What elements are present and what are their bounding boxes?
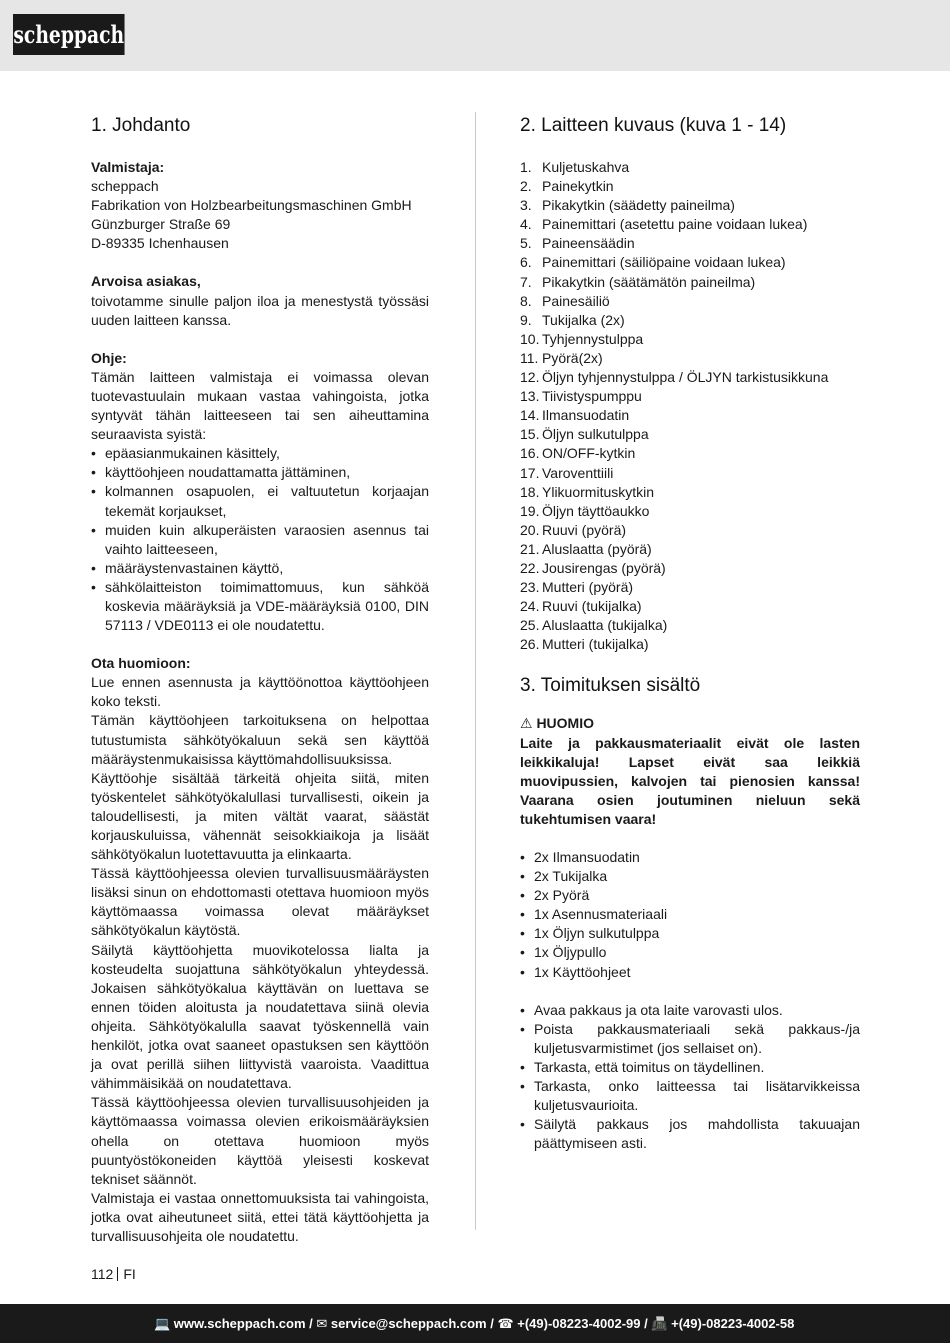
- attention-paragraph: Säilytä käyttöohjetta muovikotelossa lialta ja kosteudelta suojattuna sähkötyökalun yhteydessä. Jokaisen sähkötyökalua käyttävän on luettava se ennen töiden aloitusta ja noudatettava siinä olevia ohjeita. Sähkötyökalulla saavat työskennellä vain henkilöt, jotka ovat saaneet opastuksen sen käyttöön ja ovat perillä siihen liittyvistä vaaroista. Vaadittua vähimmäisikää on noudatettava.: [91, 941, 429, 1092]
- contact-info: 💻 www.scheppach.com / ✉ service@scheppach.com / ☎ +(49)-08223-4002-99 / 📠 +(49)-08223-4002-58: [154, 1316, 795, 1331]
- list-item: • 2x Pyörä: [520, 886, 860, 905]
- parts-list-item: [520, 196, 860, 215]
- list-item: • 2x Tukijalka: [520, 867, 860, 886]
- dear-customer-label: Arvoisa asiakas,: [91, 273, 201, 290]
- part-number: 8.: [520, 292, 532, 309]
- list-item: • epäasianmukainen käsittely,: [91, 444, 429, 463]
- part-number: 10.: [520, 330, 540, 347]
- list-item: • Säilytä pakkaus jos mahdollista takuuajan päättymiseen asti.: [520, 1115, 860, 1153]
- parts-list-item: [520, 464, 860, 483]
- part-name: Ruuvi (pyörä): [542, 521, 627, 538]
- part-number: 22.: [520, 559, 540, 576]
- parts-list-item: [520, 311, 860, 330]
- part-name: ON/OFF-kytkin: [542, 445, 636, 462]
- list-item: • määräystenvastainen käyttö,: [91, 559, 429, 578]
- part-number: 17.: [520, 464, 540, 481]
- attention-paragraph: Lue ennen asennusta ja käyttöönottoa käyttöohjeen koko teksti.: [91, 674, 429, 710]
- part-name: Kuljetuskahva: [542, 159, 630, 175]
- attention-paragraph: Käyttöohje sisältää tärkeitä ohjeita siitä, miten työskentelet sähkötyökalullasi turvallisesti, oikein ja taloudellisesti, ja miten vältät vaarat, säästät korjauskuluissa, vähennät seisokkiaikoja ja lisäät sähkötyökalun luotettavuutta ja elinkaarta.: [91, 769, 429, 863]
- part-name: Ruuvi (tukijalka): [542, 598, 642, 615]
- note-label: Ohje:: [91, 349, 127, 366]
- left-column: [91, 112, 429, 1246]
- parts-list-item: [520, 483, 860, 502]
- page-footer: [0, 1304, 950, 1343]
- part-name: Tiivistyspumppu: [542, 388, 642, 405]
- part-name: Jousirengas (pyörä): [542, 559, 666, 576]
- part-name: Pikakytkin (säädetty paineilma): [542, 197, 735, 214]
- parts-list-item: [520, 597, 860, 616]
- attention-paragraph: Tässä käyttöohjeessa olevien turvallisuusmääräysten lisäksi sinun on ehdottomasti otettava huomioon myös käyttömaassa voimassa olevat määräykset sähkötyökalun käytöstä.: [91, 865, 429, 939]
- part-name: Öljyn sulkutulppa: [542, 426, 649, 443]
- parts-list-item: [520, 635, 860, 654]
- parts-list-item: [520, 234, 860, 253]
- part-name: Aluslaatta (pyörä): [542, 540, 652, 557]
- liability-list: [91, 444, 429, 635]
- part-number: 7.: [520, 273, 532, 290]
- list-item: • 2x Ilmansuodatin: [520, 848, 860, 867]
- part-number: 26.: [520, 636, 540, 653]
- note-text: Tämän laitteen valmistaja ei voimassa olevan tuotevastuulain mukaan vastaa vahingoista, jotka syntyvät tähän laitteeseen tai sen aiheuttamina seuraavista syistä:: [91, 368, 429, 443]
- parts-list-item: [520, 273, 860, 292]
- part-number: 15.: [520, 426, 540, 443]
- part-number: 2.: [520, 178, 532, 195]
- manufacturer-line: Fabrikation von Holzbearbeitungsmaschinen GmbH: [91, 197, 412, 214]
- part-name: Painekytkin: [542, 178, 614, 195]
- warning-title: ⚠ HUOMIO: [520, 715, 594, 732]
- section-title-introduction: 1. Johdanto: [91, 115, 191, 136]
- parts-list-item: [520, 444, 860, 463]
- part-name: Ilmansuodatin: [542, 407, 630, 424]
- part-number: 14.: [520, 407, 540, 424]
- part-name: Pikakytkin (säätämätön paineilma): [542, 273, 756, 290]
- attention-paragraph: Tässä käyttöohjeessa olevien turvallisuusohjeiden ja käyttömaassa voimassa olevien erikoismääräyksien ohella on otettava huomioon myös puuntyöstökoneiden käyttöä yleisesti koskevat tekniset säännöt.: [91, 1094, 429, 1187]
- parts-list-item: [520, 158, 860, 177]
- part-name: Paineensäädin: [542, 235, 635, 252]
- part-name: Aluslaatta (tukijalka): [542, 617, 668, 634]
- manufacturer-line: scheppach: [91, 178, 159, 195]
- part-number: 3.: [520, 197, 532, 214]
- part-number: 21.: [520, 540, 540, 557]
- parts-list-item: [520, 349, 860, 368]
- part-name: Tyhjennystulppa: [542, 330, 644, 347]
- page-separator: [117, 1267, 118, 1281]
- parts-list-item: [520, 521, 860, 540]
- part-number: 6.: [520, 254, 532, 271]
- list-item: • sähkölaitteiston toimimattomuus, kun sähköä koskevia määräyksiä ja VDE-määräyksiä 0100, DIN 57113 / VDE0113 ei ole noudatettu.: [91, 578, 429, 635]
- list-item: • 1x Asennusmateriaali: [520, 905, 860, 924]
- part-name: Pyörä(2x): [542, 349, 603, 366]
- unpacking-steps-list: [520, 1001, 860, 1154]
- parts-list-item: [520, 540, 860, 559]
- parts-list-item: [520, 368, 860, 387]
- list-item: • Avaa pakkaus ja ota laite varovasti ulos.: [520, 1001, 860, 1020]
- part-number: 24.: [520, 598, 540, 615]
- part-name: Ylikuormituskytkin: [542, 483, 655, 500]
- page-header: [0, 0, 950, 71]
- warning-text: Laite ja pakkausmateriaalit eivät ole lasten leikkikaluja! Lapset eivät saa leikkiä muovipussien, kalvojen tai pienosien kanssa! Vaarana osien joutuminen nieluun sekä tukehtumisen vaara!: [520, 734, 860, 827]
- attention-paragraph: Valmistaja ei vastaa onnettomuuksista tai vahingoista, jotka ovat aiheutuneet siitä, ettei tätä käyttöohjetta ja turvallisuusohjeita ole noudatettu.: [91, 1189, 429, 1244]
- part-name: Öljyn täyttöaukko: [542, 502, 650, 519]
- part-number: 9.: [520, 311, 532, 328]
- page-language: FI: [123, 1266, 136, 1282]
- list-item: • 1x Käyttöohjeet: [520, 963, 860, 982]
- column-divider: [475, 112, 476, 1230]
- part-name: Öljyn tyhjennystulppa / ÖLJYN tarkistusikkuna: [542, 369, 829, 386]
- manufacturer-line: Günzburger Straße 69: [91, 216, 231, 233]
- page-number-value: 112: [91, 1266, 114, 1282]
- attention-label: Ota huomioon:: [91, 655, 191, 672]
- part-number: 11.: [520, 349, 539, 366]
- parts-list-item: [520, 387, 860, 406]
- list-item: • käyttöohjeen noudattamatta jättäminen,: [91, 463, 429, 482]
- section-title-device-description: 2. Laitteen kuvaus (kuva 1 - 14): [520, 115, 787, 136]
- parts-list-item: [520, 215, 860, 234]
- section-title-delivery-contents: 3. Toimituksen sisältö: [520, 675, 701, 697]
- part-name: Mutteri (pyörä): [542, 579, 634, 596]
- list-item: • 1x Öljypullo: [520, 943, 860, 962]
- parts-list-item: [520, 578, 860, 597]
- parts-list-item: [520, 330, 860, 349]
- list-item: • Poista pakkausmateriaali sekä pakkaus-/ja kuljetusvarmistimet (jos sellaiset on).: [520, 1020, 860, 1058]
- part-number: 16.: [520, 445, 540, 462]
- manufacturer-label: Valmistaja:: [91, 159, 165, 175]
- part-number: 12.: [520, 369, 540, 386]
- parts-list-item: [520, 406, 860, 425]
- right-column: [520, 112, 860, 1153]
- part-name: Painesäiliö: [542, 292, 610, 309]
- contents-list: [520, 848, 860, 982]
- part-name: Varoventtiili: [542, 464, 614, 481]
- parts-list-item: [520, 616, 860, 635]
- part-name: Tukijalka (2x): [542, 311, 625, 328]
- part-number: 5.: [520, 235, 532, 252]
- part-number: 23.: [520, 579, 540, 596]
- parts-list-item: [520, 559, 860, 578]
- list-item: • muiden kuin alkuperäisten varaosien asennus tai vaihto laitteeseen,: [91, 521, 429, 559]
- list-item: • kolmannen osapuolen, ei valtuutetun korjaajan tekemät korjaukset,: [91, 482, 429, 520]
- part-number: 19.: [520, 502, 540, 519]
- part-name: Painemittari (säiliöpaine voidaan lukea): [542, 254, 786, 271]
- part-name: Mutteri (tukijalka): [542, 636, 649, 653]
- list-item: • 1x Öljyn sulkutulppa: [520, 924, 860, 943]
- parts-list-item: [520, 253, 860, 272]
- attention-paragraph: Tämän käyttöohjeen tarkoituksena on helpottaa tutustumista sähkötyökaluun sekä sen käyttöä määräystenmukaisissa käyttömahdollisuuksissa.: [91, 712, 429, 767]
- parts-list-item: [520, 502, 860, 521]
- page-number: [91, 1265, 136, 1284]
- list-item: • Tarkasta, että toimitus on täydellinen.: [520, 1058, 860, 1077]
- part-number: 13.: [520, 388, 540, 405]
- part-number: 18.: [520, 483, 540, 500]
- parts-list: [520, 158, 860, 654]
- parts-list-item: [520, 177, 860, 196]
- part-number: 25.: [520, 617, 540, 634]
- part-number: 4.: [520, 216, 532, 233]
- manufacturer-line: D-89335 Ichenhausen: [91, 235, 229, 252]
- part-number: 1.: [520, 159, 532, 175]
- part-name: Painemittari (asetettu paine voidaan lukea): [542, 216, 808, 233]
- parts-list-item: [520, 292, 860, 311]
- parts-list-item: [520, 425, 860, 444]
- part-number: 20.: [520, 521, 540, 538]
- list-item: • Tarkasta, onko laitteessa tai lisätarvikkeissa kuljetusvaurioita.: [520, 1077, 860, 1115]
- scheppach-logo: scheppach: [13, 14, 125, 55]
- dear-customer-text: toivotamme sinulle paljon iloa ja menestystä työssäsi uuden laitteen kanssa.: [91, 292, 429, 328]
